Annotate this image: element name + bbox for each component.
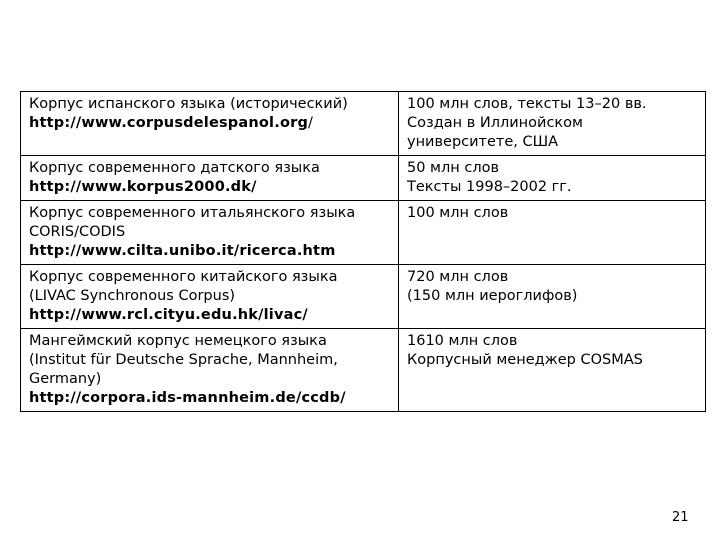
corpus-info-line: 720 млн слов (407, 269, 509, 285)
table-row (21, 201, 706, 265)
corpus-name-cell (21, 156, 399, 201)
corpus-info-line: Корпусный менеджер COSMAS (407, 352, 643, 368)
corpus-info-line: университете, США (407, 134, 559, 150)
corpus-name-cell (21, 92, 399, 156)
corpus-info-cell (399, 156, 706, 201)
corpus-name-cell (21, 201, 399, 265)
corpus-url-line (29, 306, 392, 325)
corpus-name-cell (21, 265, 399, 329)
table-row (21, 156, 706, 201)
corpus-name-line: Germany) (29, 371, 102, 387)
corpus-url-line (29, 114, 392, 133)
corpus-table (20, 91, 706, 412)
corpus-name-line: Корпус современного итальянского языка (29, 205, 356, 221)
corpus-url[interactable]: http://www.cilta.unibo.it/ricerca.htm (29, 243, 336, 259)
corpus-url[interactable]: http://www.corpusdelespanol.org (29, 115, 309, 131)
corpus-url[interactable]: http://corpora.ids-mannheim.de/ccdb/ (29, 390, 346, 406)
corpus-info-line: (150 млн иероглифов) (407, 288, 578, 304)
corpus-url-line (29, 178, 392, 197)
corpus-info-cell (399, 265, 706, 329)
corpus-url-suffix: / (308, 115, 313, 131)
corpus-info-line: 100 млн слов, тексты 13–20 вв. (407, 96, 647, 112)
corpus-info-line: 50 млн слов (407, 160, 500, 176)
corpus-name-line: Корпус современного китайского языка (29, 269, 338, 285)
table-row (21, 92, 706, 156)
table-row (21, 329, 706, 412)
corpus-table-body (21, 92, 706, 412)
corpus-name-line: CORIS/CODIS (29, 224, 126, 240)
corpus-url-line (29, 242, 392, 261)
corpus-info-line: 1610 млн слов (407, 333, 518, 349)
corpus-name-line: Корпус современного датского языка (29, 160, 320, 176)
corpus-url[interactable]: http://www.korpus2000.dk/ (29, 179, 257, 195)
corpus-name-cell (21, 329, 399, 412)
corpus-url[interactable]: http://www.rcl.cityu.edu.hk/livac/ (29, 307, 308, 323)
corpus-info-cell (399, 201, 706, 265)
corpus-name-line: Корпус испанского языка (исторический) (29, 96, 348, 112)
corpus-info-line: Тексты 1998–2002 гг. (407, 179, 572, 195)
corpus-name-line: (Institut für Deutsche Sprache, Mannheim, (29, 352, 338, 368)
corpus-name-line: Мангеймский корпус немецкого языка (29, 333, 327, 349)
page-number: 21 (672, 510, 689, 525)
corpus-info-cell (399, 329, 706, 412)
corpus-info-cell (399, 92, 706, 156)
corpus-info-line: 100 млн слов (407, 205, 509, 221)
corpus-name-line: (LIVAC Synchronous Corpus) (29, 288, 236, 304)
corpus-url-line (29, 389, 392, 408)
table-row (21, 265, 706, 329)
corpus-info-line: Создан в Иллинойском (407, 115, 583, 131)
